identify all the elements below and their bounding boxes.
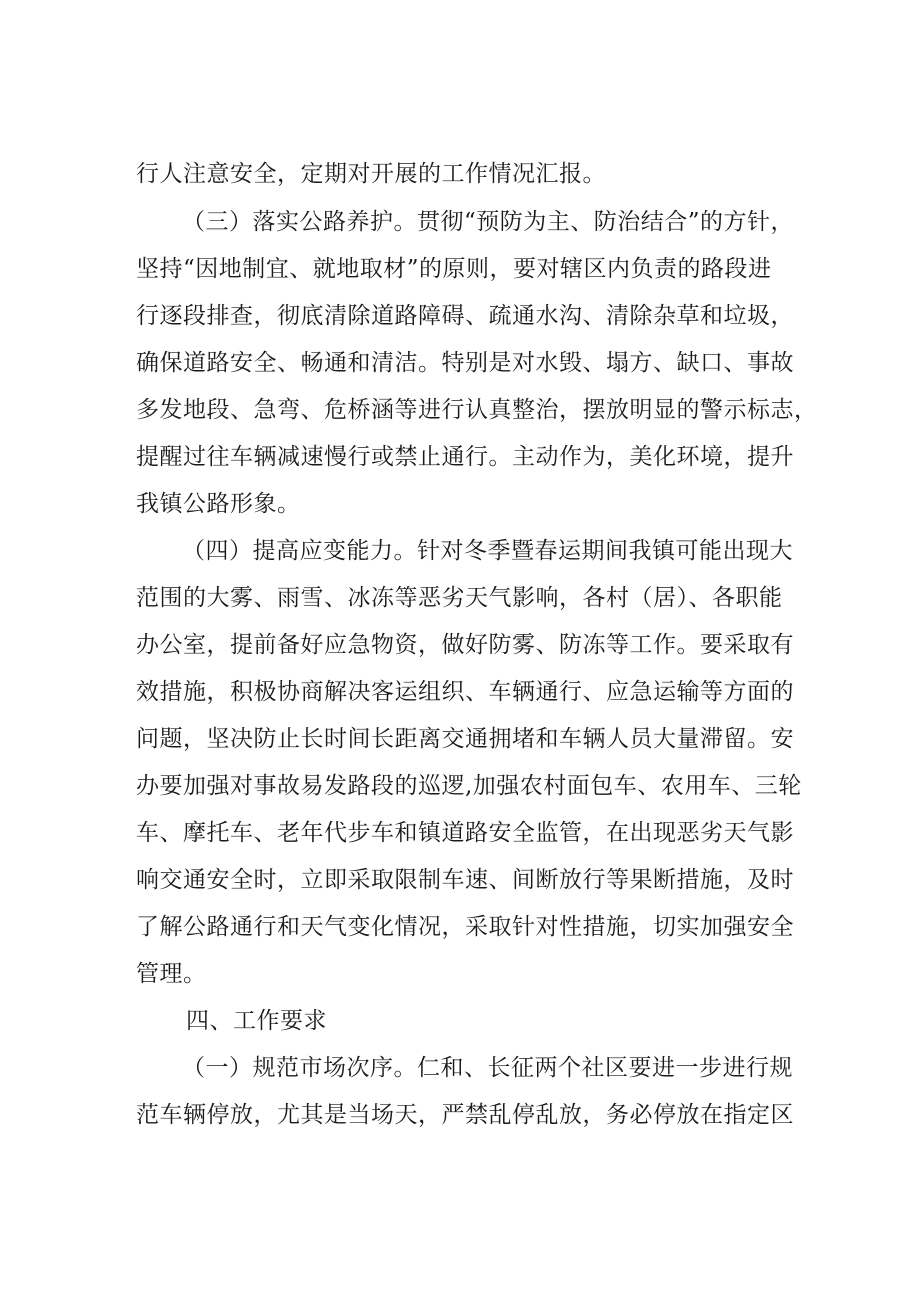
text-line: 提醒过往车辆减速慢行或禁止通行。主动作为，美化环境，提升 (136, 444, 794, 470)
text-line: 行人注意安全，定期对开展的工作情况汇报。 (136, 161, 606, 187)
text-line: 管理。 (136, 961, 207, 987)
text-line: 范围的大雾、雨雪、冰冻等恶劣天气影响，各村（居）、各职能 (136, 585, 783, 611)
text-line: 多发地段、急弯、危桥涵等进行认真整治，摆放明显的警示标志， (136, 397, 818, 423)
text-line: 车、摩托车、老年代步车和镇道路安全监管，在出现恶劣天气影 (136, 820, 794, 846)
text-line: 响交通安全时，立即采取限制车速、间断放行等果断措施，及时 (136, 867, 794, 893)
text-line: 范车辆停放，尤其是当场天，严禁乱停乱放，务必停放在指定区 (136, 1102, 794, 1128)
text-line: 效措施，积极协商解决客运组织、车辆通行、应急运输等方面的 (136, 679, 794, 705)
paragraph-start-line: （一）规范市场次序。仁和、长征两个社区要进一步进行规 (182, 1055, 793, 1081)
text-line: 办公室，提前备好应急物资，做好防雾、防冻等工作。要采取有 (136, 632, 794, 658)
text-line: 坚持“因地制宜、就地取材”的原则，要对辖区内负责的路段进 (136, 256, 772, 282)
text-line: 问题，坚决防止长时间长距离交通拥堵和车辆人员大量滞留。安 (136, 726, 794, 752)
text-line: 我镇公路形象。 (136, 491, 301, 517)
text-line: 行逐段排查，彻底清除道路障碍、疏通水沟、清除杂草和垃圾， (136, 303, 794, 329)
text-line: 确保道路安全、畅通和清洁。特别是对水毁、塌方、缺口、事故 (136, 350, 794, 376)
paragraph-start-line: （三）落实公路养护。贯彻“预防为主、防治结合”的方针， (182, 209, 795, 235)
paragraph-start-line: （四）提高应变能力。针对冬季暨春运期间我镇可能出现大 (182, 538, 793, 564)
text-line: 了解公路通行和天气变化情况，采取针对性措施，切实加强安全 (136, 914, 794, 940)
text-line: 办要加强对事故易发路段的巡逻,加强农村面包车、农用车、三轮 (136, 773, 802, 799)
section-heading: 四、工作要求 (186, 1008, 327, 1034)
